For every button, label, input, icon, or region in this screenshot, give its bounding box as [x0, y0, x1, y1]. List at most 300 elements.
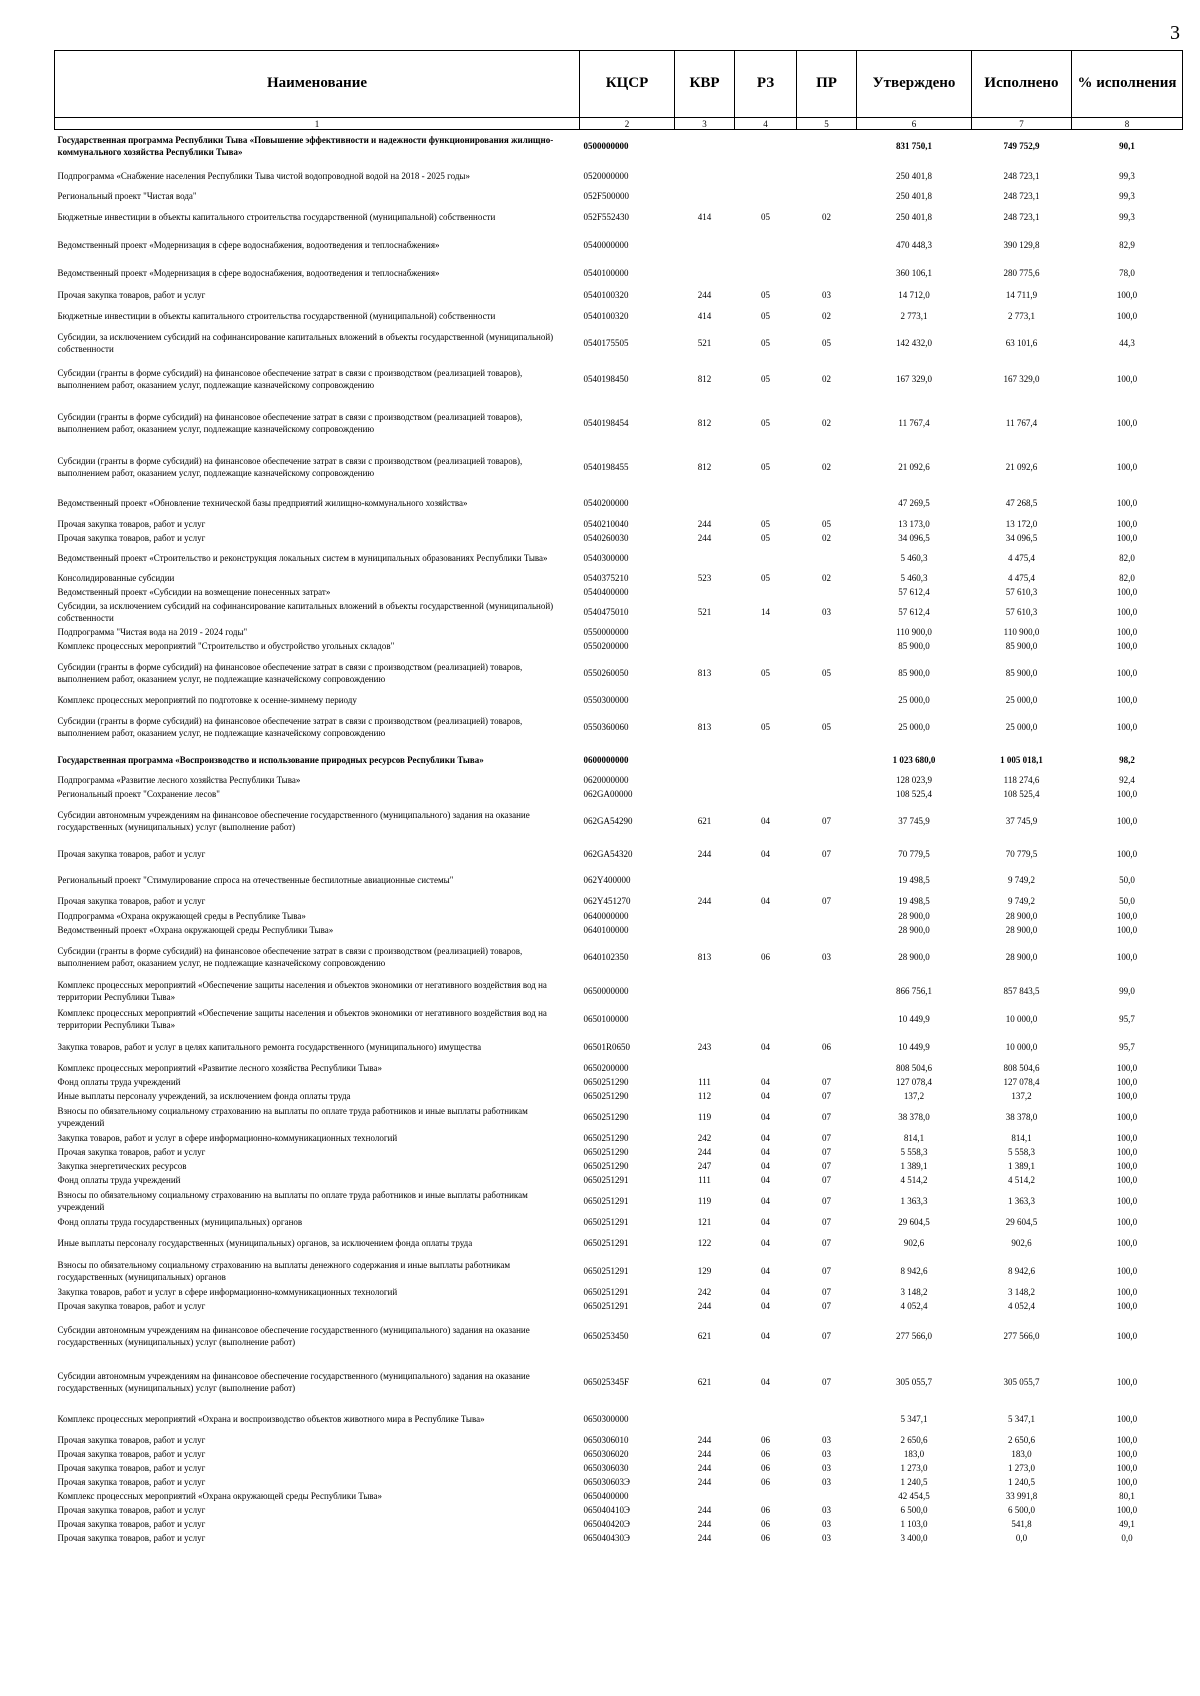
row-executed: 34 096,5 [1005, 532, 1038, 543]
row-approved: 5 558,3 [900, 1146, 928, 1157]
row-approved: 250 401,8 [896, 170, 932, 181]
row-kcsr: 0650000000 [583, 985, 629, 996]
table-row [55, 260, 1183, 288]
row-kcsr: 0650300000 [583, 1413, 629, 1424]
row-kvr: 119 [697, 1195, 712, 1206]
row-executed: 749 752,9 [1003, 140, 1040, 151]
row-percent: 100,0 [1116, 1504, 1138, 1515]
row-rz: 04 [761, 1237, 770, 1248]
row-kcsr: 0650251290 [583, 1111, 629, 1122]
table-row [55, 1462, 1183, 1476]
row-executed: 1 389,1 [1008, 1160, 1035, 1171]
row-pr: 03 [822, 1476, 831, 1487]
row-rz [735, 788, 797, 802]
row-percent: 82,9 [1119, 239, 1135, 250]
row-percent: 100,0 [1116, 1132, 1138, 1143]
row-rz: 06 [761, 951, 770, 962]
row-executed: 63 101,6 [1005, 337, 1038, 348]
row-kcsr: 0550300000 [583, 694, 629, 705]
row-kvr: 621 [697, 1330, 712, 1341]
row-rz: 06 [761, 1462, 770, 1473]
row-executed: 4 052,4 [1008, 1300, 1035, 1311]
row-kvr: 243 [697, 1041, 712, 1052]
row-kvr: 244 [697, 848, 712, 859]
header-pr: ПР [797, 51, 857, 118]
row-rz: 06 [761, 1532, 770, 1543]
row-executed: 1 273,0 [1008, 1462, 1035, 1473]
row-name: Субсидии (гранты в форме субсидий) на финансовое обеспечение затрат в связи с производством (реализацией товаров), выполнением работ, оказанием услуг, подлежащие казначейскому сопровождению [57, 411, 523, 434]
row-rz: 05 [761, 461, 770, 472]
row-name: Региональный проект "Сохранение лесов" [57, 788, 220, 799]
row-approved: 250 401,8 [896, 211, 932, 222]
row-kcsr: 052F500000 [583, 190, 630, 201]
row-kvr [675, 694, 735, 708]
table-row [55, 1518, 1183, 1532]
row-name: Прочая закупка товаров, работ и услуг [57, 895, 206, 906]
row-approved: 3 148,2 [900, 1286, 928, 1297]
row-kcsr: 0540100000 [583, 267, 629, 278]
row-kcsr: 0540100320 [583, 289, 629, 300]
row-kvr [675, 868, 735, 894]
row-kcsr: 052F552430 [583, 211, 630, 222]
row-kvr: 119 [697, 1111, 712, 1122]
row-approved: 250 401,8 [896, 190, 932, 201]
row-kvr: 129 [697, 1265, 712, 1276]
table-row [55, 788, 1183, 802]
row-executed: 277 566,0 [1003, 1330, 1040, 1341]
row-approved: 38 378,0 [898, 1111, 930, 1122]
header-kcsr: КЦСР [580, 51, 675, 118]
row-executed: 10 000,0 [1005, 1013, 1038, 1024]
row-kvr: 621 [697, 815, 712, 826]
table-row [55, 1034, 1183, 1062]
table-row [55, 1160, 1183, 1174]
row-pr [797, 1006, 857, 1034]
row-name: Ведомственный проект «Охрана окружающей среды Республики Тыва» [57, 924, 334, 935]
row-percent: 100,0 [1116, 924, 1138, 935]
row-name: Подпрограмма «Развитие лесного хозяйства Республики Тыва» [57, 774, 301, 785]
row-kcsr: 0650400000 [583, 1490, 629, 1501]
row-pr: 02 [822, 310, 831, 321]
row-rz: 04 [761, 848, 770, 859]
row-rz: 05 [761, 417, 770, 428]
row-rz [735, 164, 797, 190]
row-approved: 1 240,5 [900, 1476, 928, 1487]
row-percent: 100,0 [1116, 1076, 1138, 1087]
row-kvr: 244 [697, 895, 712, 906]
table-row [55, 1062, 1183, 1076]
table-row [55, 288, 1183, 304]
row-kvr: 812 [697, 461, 712, 472]
row-kcsr: 06501R0650 [583, 1041, 631, 1052]
row-kvr: 812 [697, 373, 712, 384]
row-kcsr: 0650251290 [583, 1146, 629, 1157]
row-pr: 03 [822, 289, 831, 300]
row-executed: 85 900,0 [1005, 667, 1038, 678]
row-name: Прочая закупка товаров, работ и услуг [57, 1518, 206, 1529]
row-rz: 04 [761, 1265, 770, 1276]
table-row [55, 402, 1183, 446]
row-pr [797, 1490, 857, 1504]
table-row [55, 1532, 1183, 1546]
row-kcsr: 0500000000 [583, 140, 629, 151]
row-executed: 28 900,0 [1005, 924, 1038, 935]
row-name: Субсидии, за исключением субсидий на софинансирование капитальных вложений в объекты государственной (муниципальной) собственности [57, 600, 554, 623]
row-executed: 0,0 [1015, 1532, 1028, 1543]
row-pr [797, 910, 857, 924]
row-kcsr: 0540400000 [583, 586, 629, 597]
row-kvr: 111 [698, 1174, 711, 1185]
row-executed: 248 723,1 [1003, 211, 1040, 222]
row-approved: 28 900,0 [898, 951, 930, 962]
row-kcsr: 0640100000 [583, 924, 629, 935]
row-pr [797, 1406, 857, 1434]
table-row [55, 518, 1183, 532]
row-percent: 92,4 [1119, 774, 1135, 785]
row-percent: 100,0 [1116, 788, 1138, 799]
row-kcsr: 0650251290 [583, 1076, 629, 1087]
row-percent: 78,0 [1119, 267, 1135, 278]
table-row [55, 842, 1183, 868]
row-kvr [675, 1490, 735, 1504]
row-executed: 248 723,1 [1003, 190, 1040, 201]
row-pr: 03 [822, 1434, 831, 1445]
row-kvr: 244 [697, 1448, 712, 1459]
row-kcsr: 062Y400000 [583, 874, 631, 885]
row-percent: 44,3 [1119, 337, 1135, 348]
row-pr: 03 [822, 1504, 831, 1515]
row-percent: 100,0 [1116, 1265, 1138, 1276]
row-kcsr: 0650251290 [583, 1132, 629, 1143]
row-kcsr: 0650306030 [583, 1462, 629, 1473]
row-rz: 05 [761, 518, 770, 529]
row-executed: 118 274,6 [1003, 774, 1040, 785]
row-rz: 04 [761, 1330, 770, 1341]
row-pr [797, 130, 857, 164]
row-pr: 07 [822, 1160, 831, 1171]
row-executed: 25 000,0 [1005, 694, 1038, 705]
row-executed: 137,2 [1011, 1090, 1032, 1101]
row-executed: 57 610,3 [1005, 586, 1038, 597]
row-approved: 4 514,2 [900, 1174, 928, 1185]
table-row [55, 1076, 1183, 1090]
row-rz [735, 1406, 797, 1434]
row-approved: 14 712,0 [898, 289, 930, 300]
row-percent: 95,7 [1119, 1013, 1135, 1024]
row-approved: 57 612,4 [898, 606, 930, 617]
row-name: Субсидии, за исключением субсидий на софинансирование капитальных вложений в объекты государственной (муниципальной) собственности [57, 331, 554, 354]
row-percent: 49,1 [1119, 1518, 1135, 1529]
row-kcsr: 062GA54290 [583, 815, 633, 826]
row-approved: 25 000,0 [898, 694, 930, 705]
column-number: 5 [797, 118, 857, 130]
row-pr: 02 [822, 211, 831, 222]
row-name: Субсидии автономным учреждениям на финансовое обеспечение государственного (муниципального) задания на оказание государственных (муниципальных) услуг (выполнение работ) [57, 1324, 530, 1347]
row-kcsr: 065040430Э [583, 1532, 630, 1543]
row-name: Иные выплаты персоналу государственных (муниципальных) органов, за исключением фонда оплаты труда [57, 1237, 473, 1248]
table-row [55, 910, 1183, 924]
row-kcsr: 0540300000 [583, 552, 629, 563]
row-approved: 10 449,9 [898, 1013, 930, 1024]
row-percent: 100,0 [1116, 951, 1138, 962]
row-pr: 03 [822, 1448, 831, 1459]
row-kcsr: 0620000000 [583, 774, 629, 785]
table-row [55, 600, 1183, 626]
row-executed: 5 347,1 [1008, 1413, 1035, 1424]
row-name: Подпрограмма «Снабжение населения Республики Тыва чистой водопроводной водой на 2018 - 2025 годы» [57, 170, 470, 181]
row-executed: 5 558,3 [1008, 1146, 1035, 1157]
row-rz: 04 [761, 1111, 770, 1122]
row-executed: 857 843,5 [1003, 985, 1040, 996]
row-kcsr: 0550260050 [583, 667, 629, 678]
row-pr: 07 [822, 1330, 831, 1341]
row-percent: 100,0 [1116, 497, 1138, 508]
row-percent: 99,0 [1119, 985, 1135, 996]
row-approved: 470 448,3 [896, 239, 932, 250]
row-approved: 29 604,5 [898, 1216, 930, 1227]
row-rz [735, 978, 797, 1006]
row-pr: 07 [822, 815, 831, 826]
row-rz [735, 868, 797, 894]
row-rz [735, 748, 797, 774]
row-kcsr: 0650251290 [583, 1090, 629, 1101]
row-executed: 21 092,6 [1005, 461, 1038, 472]
row-kvr [675, 924, 735, 938]
row-name: Прочая закупка товаров, работ и услуг [57, 532, 206, 543]
header-percent: % исполнения [1072, 51, 1183, 118]
budget-execution-table [54, 50, 1183, 1546]
table-row [55, 164, 1183, 190]
row-kvr [675, 910, 735, 924]
row-pr: 07 [822, 1090, 831, 1101]
row-rz [735, 694, 797, 708]
row-kvr [675, 978, 735, 1006]
row-kcsr: 0650251291 [583, 1216, 629, 1227]
row-kvr: 813 [697, 721, 712, 732]
row-percent: 100,0 [1116, 606, 1138, 617]
row-approved: 108 525,4 [896, 788, 932, 799]
table-row [55, 1216, 1183, 1230]
row-kvr [675, 130, 735, 164]
table-row [55, 330, 1183, 358]
row-percent: 100,0 [1116, 1062, 1138, 1073]
row-rz: 04 [761, 1132, 770, 1143]
table-row [55, 894, 1183, 910]
row-rz: 06 [761, 1518, 770, 1529]
table-row [55, 546, 1183, 572]
row-executed: 11 767,4 [1005, 417, 1038, 428]
row-pr: 02 [822, 461, 831, 472]
row-rz: 04 [761, 1090, 770, 1101]
table-body [55, 130, 1183, 1546]
row-percent: 80,1 [1119, 1490, 1135, 1501]
row-name: Взносы по обязательному социальному страхованию на выплаты денежного содержания и иные выплаты работникам государственных (муниципальных) органов [57, 1259, 511, 1282]
row-executed: 10 000,0 [1005, 1041, 1038, 1052]
row-kvr: 244 [697, 532, 712, 543]
row-executed: 167 329,0 [1003, 373, 1040, 384]
row-percent: 95,7 [1119, 1041, 1135, 1052]
row-pr: 07 [822, 848, 831, 859]
row-approved: 831 750,1 [896, 140, 932, 151]
row-name: Комплекс процессных мероприятий «Охрана окружающей среды Республики Тыва» [57, 1490, 382, 1501]
row-kvr [675, 190, 735, 204]
row-rz: 04 [761, 1376, 770, 1387]
row-pr [797, 868, 857, 894]
row-rz: 14 [761, 606, 770, 617]
row-percent: 100,0 [1116, 289, 1138, 300]
row-kcsr: 0540198454 [583, 417, 629, 428]
row-rz [735, 640, 797, 654]
row-approved: 137,2 [903, 1090, 925, 1101]
row-executed: 1 240,5 [1008, 1476, 1035, 1487]
row-percent: 100,0 [1116, 1330, 1138, 1341]
row-kvr: 244 [697, 1476, 712, 1487]
row-kvr [675, 774, 735, 788]
row-kcsr: 0540000000 [583, 239, 629, 250]
row-kcsr: 0650251291 [583, 1195, 629, 1206]
row-kvr: 244 [697, 518, 712, 529]
table-row [55, 708, 1183, 748]
row-rz [735, 924, 797, 938]
row-percent: 100,0 [1116, 815, 1138, 826]
row-percent: 100,0 [1116, 310, 1138, 321]
row-rz: 04 [761, 1160, 770, 1171]
row-executed: 29 604,5 [1005, 1216, 1038, 1227]
row-rz: 04 [761, 1076, 770, 1087]
row-kcsr: 0650251291 [583, 1265, 629, 1276]
table-row [55, 1300, 1183, 1314]
row-kvr: 813 [697, 667, 712, 678]
row-name: Субсидии (гранты в форме субсидий) на финансовое обеспечение затрат в связи с производством (реализацией) товаров, выполнением работ, оказанием услуг, не подлежащие казначейскому сопровождению [57, 945, 523, 968]
row-executed: 390 129,8 [1003, 239, 1040, 250]
row-name: Прочая закупка товаров, работ и услуг [57, 1434, 206, 1445]
header-row [55, 51, 1183, 118]
row-rz: 05 [761, 289, 770, 300]
row-pr [797, 164, 857, 190]
row-kvr: 121 [697, 1216, 712, 1227]
row-kvr: 414 [697, 211, 712, 222]
row-rz [735, 190, 797, 204]
column-number: 4 [735, 118, 797, 130]
row-rz [735, 546, 797, 572]
row-approved: 110 900,0 [896, 626, 932, 637]
row-approved: 2 650,6 [900, 1434, 928, 1445]
row-kcsr: 0540260030 [583, 532, 629, 543]
row-kcsr: 0650200000 [583, 1062, 629, 1073]
row-percent: 90,1 [1119, 140, 1135, 151]
table-row [55, 1104, 1183, 1132]
row-rz: 06 [761, 1434, 770, 1445]
row-name: Консолидированные субсидии [57, 572, 175, 583]
row-kcsr: 065040410Э [583, 1504, 630, 1515]
table-row [55, 1490, 1183, 1504]
row-kvr: 112 [697, 1090, 712, 1101]
row-pr: 07 [822, 1195, 831, 1206]
row-approved: 142 432,0 [896, 337, 932, 348]
row-approved: 42 454,5 [898, 1490, 930, 1501]
page-number: 3 [1170, 22, 1180, 44]
header-executed: Исполнено [972, 51, 1072, 118]
row-pr: 03 [822, 1532, 831, 1543]
column-number: 2 [580, 118, 675, 130]
row-executed: 280 775,6 [1003, 267, 1040, 278]
row-executed: 3 148,2 [1008, 1286, 1035, 1297]
row-percent: 100,0 [1116, 640, 1138, 651]
row-executed: 902,6 [1011, 1237, 1032, 1248]
row-pr: 06 [822, 1041, 831, 1052]
row-percent: 100,0 [1116, 848, 1138, 859]
row-approved: 13 173,0 [898, 518, 930, 529]
row-approved: 5 460,3 [900, 572, 928, 583]
row-kcsr: 0650306020 [583, 1448, 629, 1459]
row-kcsr: 0650251291 [583, 1237, 629, 1248]
row-kcsr: 0550000000 [583, 626, 629, 637]
table-row [55, 978, 1183, 1006]
row-kcsr: 062Y451270 [583, 895, 631, 906]
row-name: Бюджетные инвестиции в объекты капитального строительства государственной (муниципальной) собственности [57, 211, 496, 222]
row-approved: 127 078,4 [896, 1076, 932, 1087]
row-kvr: 244 [697, 1300, 712, 1311]
row-pr [797, 490, 857, 518]
row-rz [735, 260, 797, 288]
row-percent: 100,0 [1116, 518, 1138, 529]
row-name: Субсидии (гранты в форме субсидий) на финансовое обеспечение затрат в связи с производством (реализацией) товаров, выполнением работ, оказанием услуг, не подлежащие казначейскому сопровождению [57, 661, 523, 684]
row-name: Бюджетные инвестиции в объекты капитального строительства государственной (муниципальной) собственности [57, 310, 496, 321]
row-pr: 05 [822, 337, 831, 348]
table-row [55, 626, 1183, 640]
table-row [55, 1314, 1183, 1360]
table-row [55, 802, 1183, 842]
row-pr: 07 [822, 1265, 831, 1276]
row-kvr: 521 [697, 337, 712, 348]
row-percent: 50,0 [1119, 895, 1135, 906]
row-kcsr: 0600000000 [583, 754, 629, 765]
row-executed: 108 525,4 [1003, 788, 1040, 799]
table-row [55, 1174, 1183, 1188]
row-kcsr: 0540100320 [583, 310, 629, 321]
row-rz [735, 626, 797, 640]
row-executed: 38 378,0 [1005, 1111, 1038, 1122]
row-pr: 07 [822, 1174, 831, 1185]
column-number: 1 [55, 118, 580, 130]
row-name: Региональный проект "Чистая вода" [57, 190, 197, 201]
table-row [55, 1448, 1183, 1462]
row-kcsr: 0550200000 [583, 640, 629, 651]
row-kvr [675, 260, 735, 288]
row-executed: 4 514,2 [1008, 1174, 1035, 1185]
row-percent: 100,0 [1116, 417, 1138, 428]
row-name: Субсидии (гранты в форме субсидий) на финансовое обеспечение затрат в связи с производством (реализацией товаров), выполнением работ, оказанием услуг, подлежащие казначейскому сопровождению [57, 367, 523, 390]
row-name: Закупка товаров, работ и услуг в сфере информационно-коммуникационных технологий [57, 1286, 398, 1297]
row-approved: 1 273,0 [900, 1462, 928, 1473]
row-percent: 100,0 [1116, 1462, 1138, 1473]
row-kvr: 242 [697, 1286, 712, 1297]
row-name: Прочая закупка товаров, работ и услуг [57, 289, 206, 300]
row-executed: 110 900,0 [1003, 626, 1040, 637]
row-pr: 07 [822, 1216, 831, 1227]
row-kcsr: 062GA54320 [583, 848, 633, 859]
row-percent: 99,3 [1119, 170, 1135, 181]
row-name: Ведомственный проект «Модернизация в сфере водоснабжения, водоотведения и теплоснабжения» [57, 239, 440, 250]
header-kvr: КВР [675, 51, 735, 118]
row-percent: 100,0 [1116, 667, 1138, 678]
table-row [55, 1406, 1183, 1434]
row-pr: 03 [822, 606, 831, 617]
row-pr: 05 [822, 721, 831, 732]
row-executed: 305 055,7 [1003, 1376, 1040, 1387]
row-name: Ведомственный проект «Модернизация в сфере водоснабжения, водоотведения и теплоснабжения» [57, 267, 440, 278]
row-approved: 360 106,1 [896, 267, 932, 278]
